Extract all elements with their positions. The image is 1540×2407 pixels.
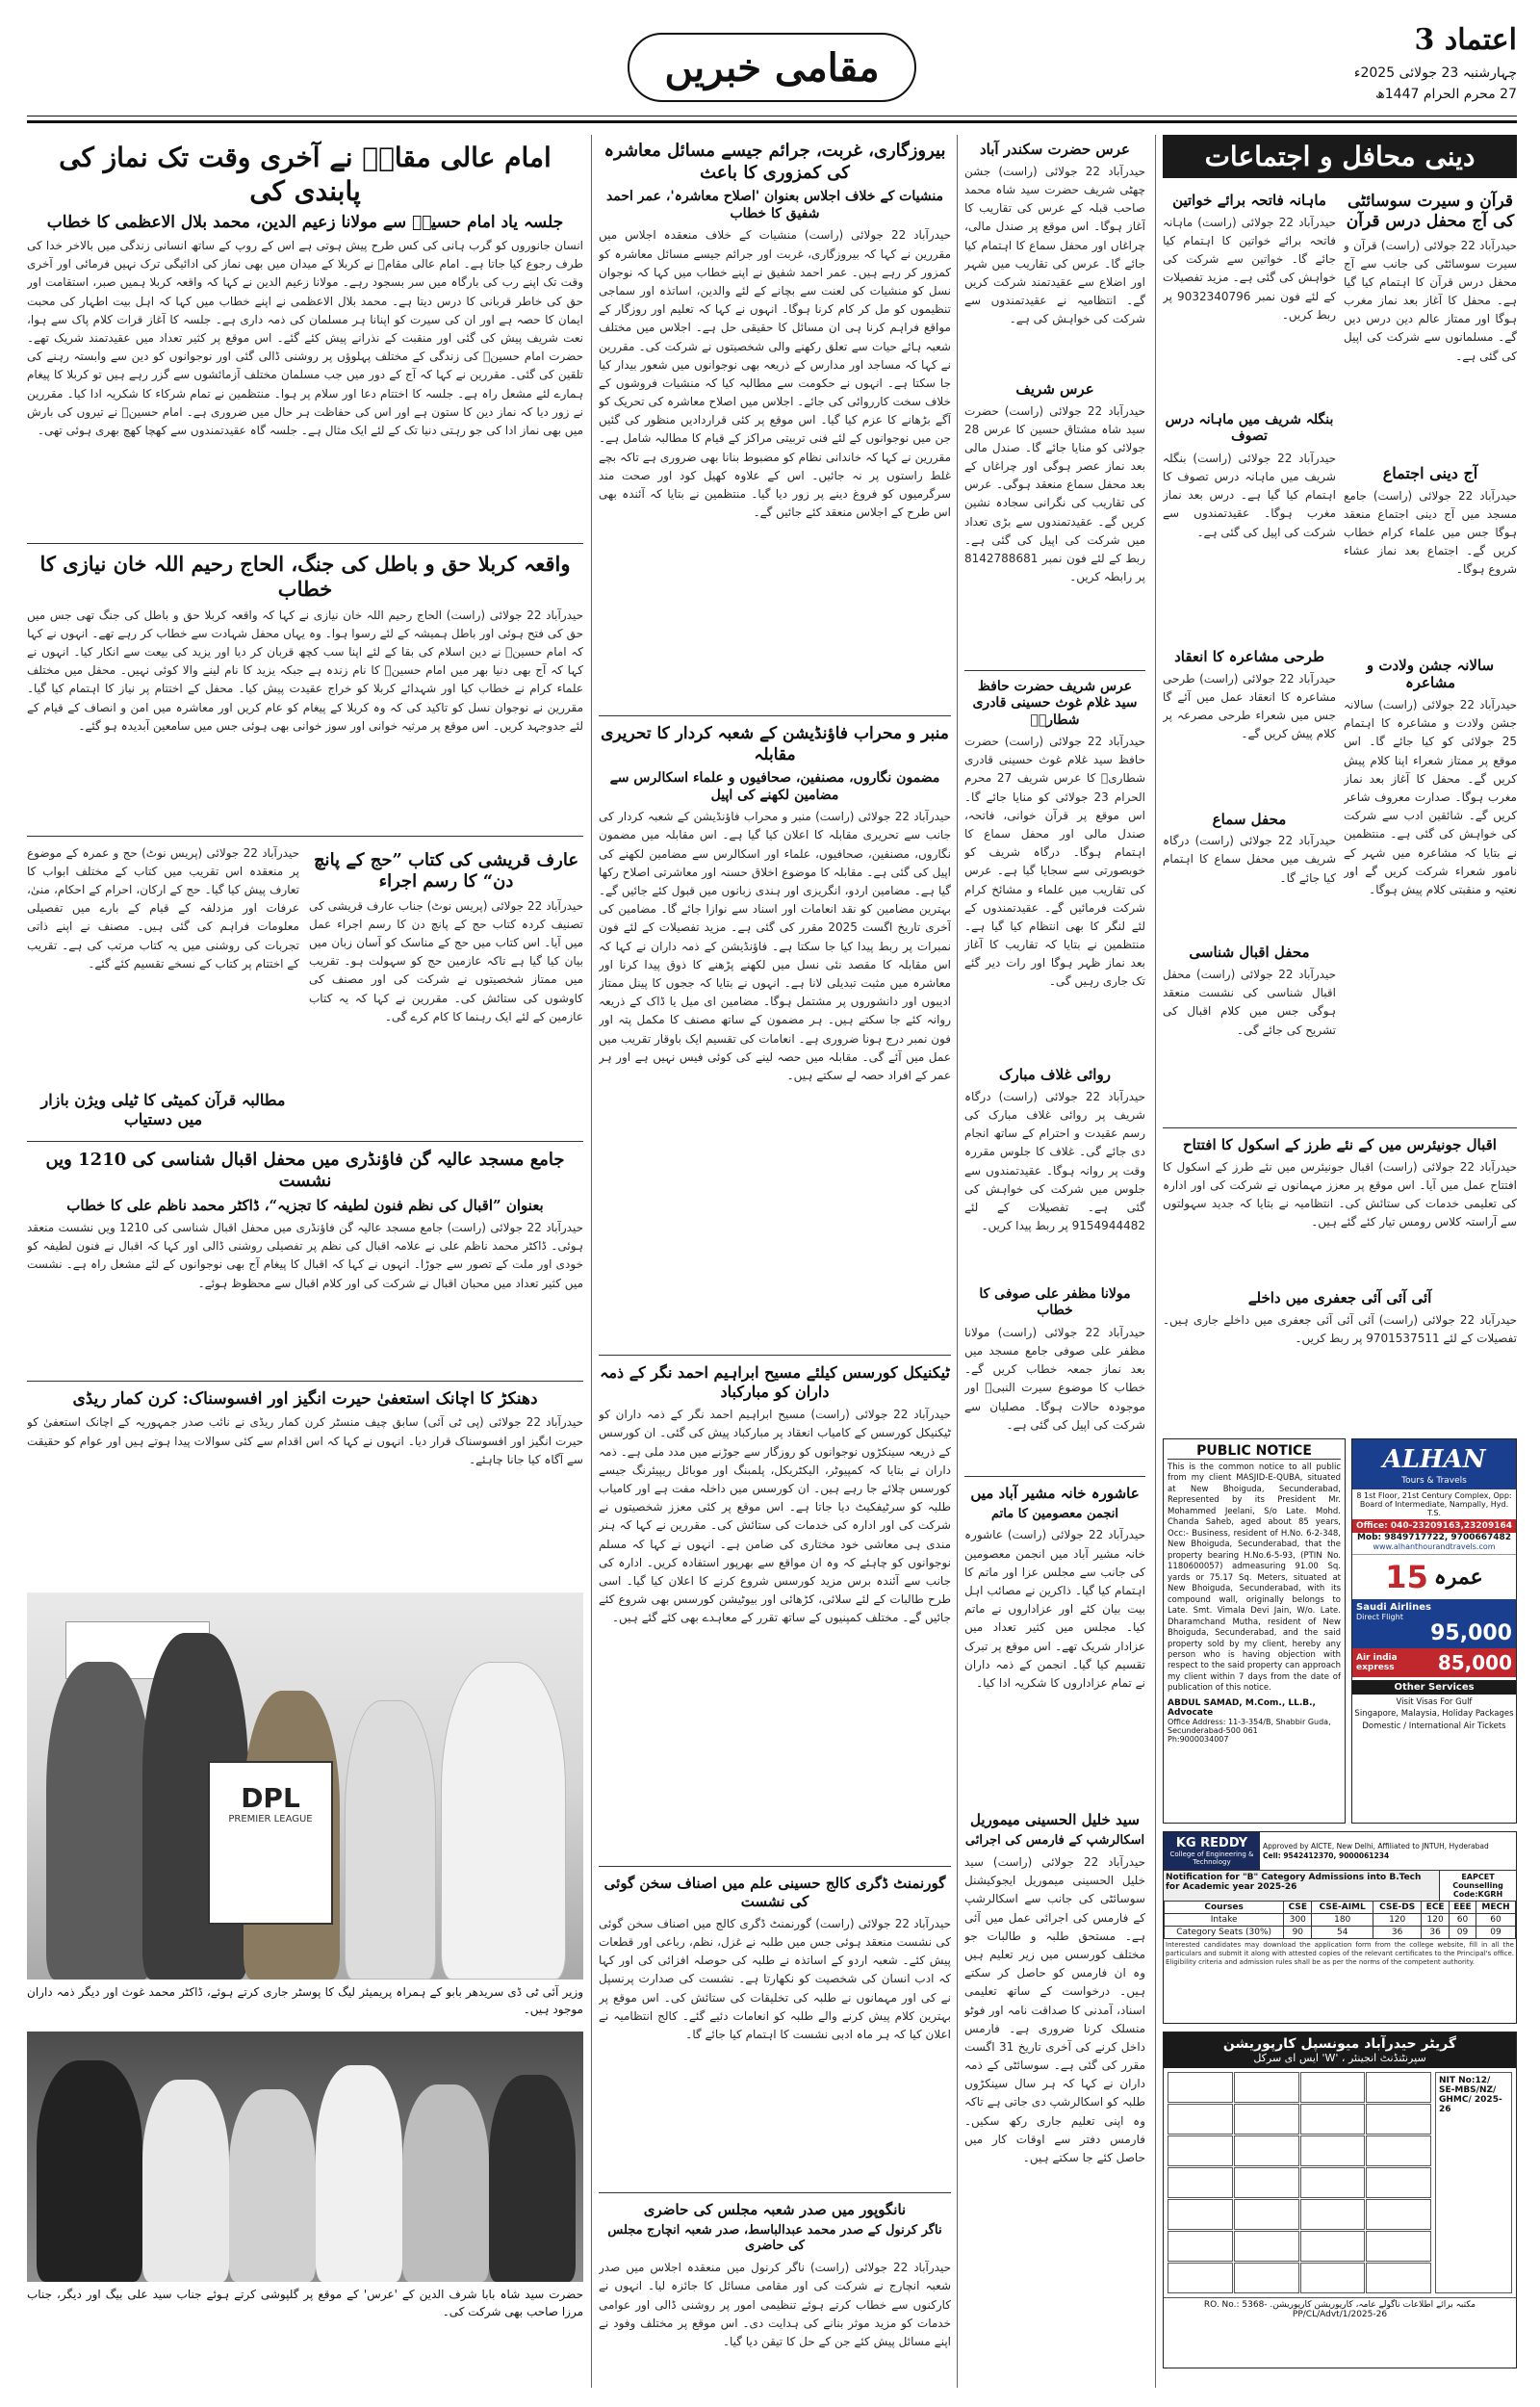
column-1 (27, 135, 583, 1579)
tender-header (1164, 2032, 1516, 2068)
phone-number: 8142788681 (964, 552, 1039, 565)
article-body: حیدرآباد 22 جولائی (راست) اقبال جونیئرس میں نئے طرز کے اسکول کا افتتاح عمل میں آیا۔ اس موقع پر معزز مہمانوں نے شرکت کی اور ادارہ کی تعلیمی خدمات کی ستائش کی۔ انتظامیہ نے بتایا کہ جدید سہولتوں سے آراستہ کلاس رومس تیار کئے گئے ہیں۔ (1163, 1159, 1517, 1229)
kg-seats-table (1164, 1901, 1516, 1939)
article-body: حیدرآباد 22 جولائی (پی ٹی آئی) سابق چیف منسٹر کرن کمار ریڈی نے نائب صدر جمہوریہ کے اچانک استعفیٰ کو حیرت انگیز اور افسوسناک قرار دیا۔ انہوں نے کہا کہ اس اقدام سے کئی سوالات پیدا ہوتے ہیں اور عوام کو حقیقت سے آگاہ کیا جانا چاہئے۔ (27, 1415, 583, 1466)
table-cell: Courses (1165, 1902, 1284, 1914)
event-photo (27, 2032, 583, 2282)
sub-column (309, 844, 583, 1133)
table-cell: 54 (1312, 1927, 1373, 1939)
divider (1163, 1127, 1517, 1128)
notice-phone: Ph:9000034007 (1168, 1734, 1229, 1744)
headline: ٹیکنیکل کورسس کیلئے مسیح ابراہیم احمد نگر کے ذمہ داران کو مبارکباد (600, 1363, 950, 1402)
phone-number: 9701537511 (1366, 1331, 1440, 1345)
table-cell: CSE-AIML (1312, 1902, 1373, 1914)
services-header: Other Services (1352, 1680, 1516, 1695)
column-divider (957, 135, 958, 2388)
person-figure (441, 1662, 566, 1980)
section-title-frame (628, 33, 916, 102)
article-body: حیدرآباد 22 جولائی (راست) ماہانہ فاتحہ برائے خواتین کا اہتمام کیا جائے گا۔ خواتین سے شرکت کی خواہش کی گئی ہے۔ مزید تفصیلات کے لئے فون نمبر 9032340796 پر ربط کریں۔ (1163, 215, 1336, 322)
subheadline: اسکالرشپ کے فارمس کی اجرائی (964, 1833, 1145, 1849)
table-cell: 60 (1449, 1914, 1476, 1927)
table-header-row (1165, 1902, 1516, 1914)
table-cell: 09 (1476, 1927, 1515, 1939)
kg-subtitle: College of Engineering & Technology (1169, 1851, 1254, 1866)
subheadline: ناگر کرنول کے صدر محمد عبدالباسط، صدر شعبہ انچارج مجلس کی حاضری (607, 2222, 942, 2254)
phone-number: 9154944482 (1071, 1219, 1145, 1233)
umrah-label: عمرہ (1433, 1565, 1483, 1590)
phone-number: 9032340796 (1177, 289, 1251, 303)
umrah-days: 15 (1385, 1559, 1428, 1595)
kg-eapcet: EAPCET Counselling Code:KGRH (1439, 1871, 1516, 1901)
newspaper-page (27, 19, 1517, 2388)
headline: واقعہ کربلا حق و باطل کی جنگ، الحاج رحیم اللہ خان نیازی کا خطاب (39, 552, 571, 602)
subheadline: منشیات کے خلاف اجلاس بعنوان 'اصلاح معاشرہ'، عمر احمد شفیق کا خطاب (605, 189, 944, 222)
headline: قرآن و سیرت سوسائٹی کی آج محفل درس قرآن (1346, 192, 1515, 232)
kg-notification-row (1164, 1871, 1516, 1901)
person-figure (489, 2075, 576, 2282)
page-number: اعتماد 3 (1414, 23, 1517, 57)
article-body: حیدرآباد 22 جولائی (راست) آئی آئی آئی جعفری میں داخلے جاری ہیں۔ تفصیلات کے لئے 9701537511 پر ربط کریں۔ (1163, 1312, 1517, 1345)
divider (27, 543, 583, 544)
article-body: حیدرآباد 22 جولائی (راست) حضرت حافظ سید غلام غوث حسینی قادری شطاریؒ کا عرس شریف 27 محرم الحرام 23 جولائی کو منایا جائے گا۔ اس موقع پر قرآن خوانی، فاتحہ، صندل مالی اور محفل سماع کا اہتمام ہوگا۔ درگاہ شریف کو خوبصورتی سے سجایا گیا ہے۔ عرس کی تقاریب میں علماء و مشائخ کرام شرکت فرمائیں گے۔ عقیدتمندوں کے لئے لنگر کا بھی انتظام کیا گیا ہے۔ منتظمین نے بتایا کہ تقاریب کا آغاز بعد نماز ظہر ہوگا اور رات دیر گئے تک جاری رہیں گی۔ (964, 735, 1145, 989)
headline: مطالبہ قرآن کمیٹی کا ٹیلی ویژن بازار میں دستیاب (40, 1090, 286, 1128)
subheadline: انجمن معصومین کا ماتم (991, 1506, 1118, 1521)
alhan-logo: ALHAN (1352, 1439, 1516, 1476)
headline: محفل سماع (1212, 810, 1287, 828)
divider (964, 1476, 1145, 1477)
table-cell: 180 (1312, 1914, 1373, 1927)
article-body: حیدرآباد 22 جولائی (راست) درگاہ شریف میں محفل سماع کا اہتمام کیا جائے گا۔ (1163, 834, 1336, 885)
kg-phone: Cell: 9542412370, 9000061234 (1263, 1851, 1390, 1860)
tender-body (1164, 2068, 1516, 2297)
column-2 (599, 135, 951, 2378)
table-cell: 300 (1284, 1914, 1312, 1927)
sub-column (27, 844, 299, 1133)
kg-fine-print: Interested candidates may download the application form from the college website, fill in all the particulars and submit it along with attested copies of the relevant certificates to the Principal's office. Eligibility criteria and admission rules shall be as per the norms of the competent authority. (1166, 1941, 1514, 1967)
person-figure (316, 2065, 402, 2282)
headline: عرس شریف حضرت حافظ سید غلام غوث حسینی قادری شطاریؒ (972, 678, 1138, 728)
headline: سید خلیل الحسینی میموریل (970, 1811, 1140, 1829)
airline-price: 95,000 (1430, 1621, 1512, 1645)
headline: دھنکڑ کا اچانک استعفیٰ حیرت انگیز اور افسوسناک: کرن کمار ریڈی (72, 1389, 538, 1410)
airline-offer (1352, 1648, 1516, 1677)
headline: روائی غلاف مبارک (999, 1066, 1111, 1083)
article-body: حیدرآباد 22 جولائی (راست) جامع مسجد عالیہ گن فاؤنڈری میں محفل اقبال شناسی کی 1210 ویں نشست منعقد ہوئی۔ ڈاکٹر محمد ناظم علی نے علامہ اقبال کی نظم پر تفصیلی روشنی ڈالی اور کہا کہ اقبال نے فنون لطیفہ کو خودی اور ملت کے تصور سے جوڑا۔ انہوں نے کہا کہ اقبال کا پیغام آج بھی نوجوانوں کے لئے مشعل راہ ہے۔ نشست میں کثیر تعداد میں محبان اقبال نے شرکت کی اور کلام اقبال سے محظوظ ہوئے۔ (27, 1221, 583, 1290)
tender-grid (1168, 2072, 1431, 2293)
public-notice-ad (1163, 1438, 1346, 1824)
article-body: حیدرآباد 22 جولائی (راست) عاشورہ خانہ مشیر آباد میں انجمن معصومین کی جانب سے مجلس عزا اور ماتم کا اہتمام کیا گیا۔ ذاکرین نے مصائب اہل بیت بیان کئے اور عزاداروں نے ماتم کیا۔ مجلس میں کثیر تعداد میں عزادار شریک تھے۔ اس موقع پر تبرک تقسیم کیا گیا۔ انجمن کے ذمہ داران نے تمام عزاداروں کا شکریہ ادا کیا۔ (964, 1528, 1145, 1690)
headline: منبر و محراب فاؤنڈیشن کے شعبہ کردار کا تحریری مقابلہ (601, 724, 949, 764)
section-title: مقامی خبریں (664, 44, 880, 91)
headline: عاشورہ خانہ مشیر آباد میں (970, 1484, 1140, 1502)
services-list (1352, 1695, 1516, 1734)
person-figure (37, 2060, 142, 2282)
divider (599, 1866, 951, 1867)
notice-body: This is the common notice to all public from my client MASJID-E-QUBA, situated at New Bhoiguda, Secunderabad, Represented by its President Mr. Mohammed Jeelani, S/o Late. Mohd. Chanda Saheb, aged about 85 years, Occ:- Business, resident of H.No. 6-2-348, New Bhoiguda, Secunderabad, that the property bearing H.No.6-5-93, (PTIN No. 1180600057) admeasuring 91.00 Sq. yards or 75.17 Sq. Meters, situated at New Bhoiguda, Secunderabad, with its compound wall, originally belongs to Late. Smt. Vimala Devi Jain, W/o. Late. Dharamchand Mutha, resident of New Bhoiguda, Secunderabad, and the said property sold by my client, hereby any person who is having objection with respect to the said property can approach my client within 7 days from the date of publication of this notice. (1168, 1462, 1341, 1694)
masthead (27, 19, 1517, 123)
kg-notification: Notification for "B" Category Admissions into B.Tech for Academic year 2025-26 (1164, 1871, 1439, 1901)
section-banner: دینی محافل و اجتماعات (1163, 135, 1517, 178)
service-item: Singapore, Malaysia, Holiday Packages (1354, 1709, 1514, 1720)
headline: مولانا مظفر علی صوفی کا خطاب (979, 1285, 1131, 1319)
poster-held: DPL PREMIER LEAGUE (208, 1761, 333, 1925)
notice-signature: ABDUL SAMAD, M.Com., LL.B., Advocate (1168, 1697, 1316, 1718)
subheadline: جلسہ یاد امام حسینؓ سے مولانا زعیم الدین، محمد بلال الاعظمی کا خطاب (46, 213, 564, 232)
headline: گورنمنٹ ڈگری کالج حسینی علم میں اصناف سخن گوئی کی نشست (603, 1875, 946, 1910)
article-body: حیدرآباد 22 جولائی (راست) گورنمنٹ ڈگری کالج میں اصناف سخن گوئی کی نشست منعقد ہوئی جس میں طلبہ نے غزل، نظم، رباعی اور قطعات پیش کئے۔ شعبہ اردو کے اساتذہ نے طلبہ کی حوصلہ افزائی کی اور کہا کہ ادب انسان کی شخصیت کو نکھارتا ہے۔ نشست کی صدارت پرنسپل نے کی اور مہمانوں نے طلبہ کی تخلیقات کی ستائش کی۔ اس موقع پر بہترین کلام پیش کرنے والے طلبہ کو انعامات دئیے گئے۔ کالج انتظامیہ نے اعلان کیا کہ ہر ماہ ادبی نشست کا اہتمام کیا جائے گا۔ (599, 1916, 951, 2041)
headline: عارف قریشی کی کتاب ”حج کے پانچ دن“ کا رسم اجراء (313, 849, 579, 893)
airline-name: Saudi Airlines (1356, 1602, 1431, 1613)
table-cell: Category Seats (30%) (1165, 1927, 1284, 1939)
headline: بیروزگاری، غربت، جرائم جیسے مسائل معاشرہ کی کمزوری کا باعث (603, 141, 946, 183)
person-figure (345, 1700, 436, 1980)
hijri-date-line: 27 محرم الحرام 1447ھ (1374, 87, 1517, 102)
person-figure (229, 2089, 316, 2282)
table-row (1165, 1914, 1516, 1927)
airline-price: 85,000 (1437, 1651, 1512, 1674)
headline: ماہانہ فاتحہ برائے خواتین (1172, 192, 1326, 209)
photo-caption: وزیر آئی ٹی ڈی سریدھر بابو کے ہمراہ پریمیئر لیگ کا پوسٹر جاری کرتے ہوئے، ڈاکٹر محمد غوث اور دیگر ذمہ داران موجود ہیں۔ (27, 1985, 583, 2016)
kg-name: KG REDDY (1175, 1836, 1248, 1851)
article-body: حیدرآباد 22 جولائی (راست) الحاج رحیم اللہ خان نیازی نے کہا کہ واقعہ کربلا حق و باطل کی جنگ تھی جس میں حق کی فتح ہوئی اور باطل ہمیشہ کے لئے رسوا ہوا۔ وہ یہاں محفل شہادت سے خطاب کر رہے تھے۔ انہوں نے کہا کہ امام حسینؓ نے دین اسلام کی بقا کے لئے اپنا سب کچھ قربان کر دیا اور یزید کی بیعت سے انکار کیا۔ انہوں نے کہا کہ آج بھی دنیا بھر میں امام حسینؓ کا نام زندہ ہے جبکہ یزید کا نام لینے والا کوئی نہیں۔ محفل میں مختلف علماء کرام نے خطاب کیا اور شہدائے کربلا کو خراج عقیدت پیش کیا۔ محفل کے اختتام پر نیاز کا اہتمام کیا گیا۔ مقررین نے نوجوان نسل کو تاکید کی کہ وہ کربلا کے پیغام کو عام کریں اور معاشرہ میں امن و انصاف کے قیام کے لئے جدوجہد کریں۔ اس موقع پر مرثیہ خوانی اور سوز خوانی بھی ہوئی جس میں سامعین آبدیدہ ہو گئے۔ (27, 608, 583, 733)
airline-sub: Direct Flight (1356, 1613, 1403, 1621)
kg-approved: Approved by AICTE, New Delhi, Affiliated to JNTUH, Hyderabad (1263, 1841, 1489, 1851)
column-3 (964, 135, 1145, 2378)
divider (27, 836, 583, 837)
column-divider (591, 135, 592, 2388)
person-figure (142, 2080, 229, 2282)
person-figure (46, 1662, 152, 1980)
article-body: حیدرآباد 22 جولائی (راست) ناگر کرنول میں منعقدہ اجلاس میں صدر شعبہ انچارج نے شرکت کی اور مقامی مسائل کا جائزہ لیا۔ انہوں نے کارکنوں سے خطاب کرتے ہوئے تنظیمی امور پر روشنی ڈالی اور عوامی خدمات کو مزید موثر بنانے کی ہدایت دی۔ اس موقع پر مختلف وفود نے اپنے مسائل پیش کئے جن کے حل کا تیقن دیا گیا۔ (599, 2261, 951, 2349)
headline: جامع مسجد عالیہ گن فاؤنڈری میں محفل اقبال شناسی کی 1210 ویں نشست (45, 1149, 565, 1192)
divider (599, 1355, 951, 1356)
tender-nit-number: NIT No:12/ SE-MBS/NZ/ GHMC/ 2025-26 (1435, 2072, 1512, 2293)
article-body: حیدرآباد 22 جولائی (راست) سالانہ جشن ولادت و مشاعرہ کا اہتمام 25 جولائی کو کیا جائے گا۔ اس موقع پر ممتاز شعراء اپنا کلام پیش کریں گے۔ محفل کا آغاز بعد نماز مغرب ہوگا۔ صدارت معروف شاعر کریں گے۔ شائقین ادب سے شرکت کی خواہش کی گئی ہے۔ منتظمین نے بتایا کہ مشاعرہ میں شہر کے نامور شعراء شرکت کریں گے اور نعتیہ و منقبتی کلام پیش ہوگا۔ (1344, 698, 1517, 896)
divider (964, 670, 1145, 671)
divider (27, 1141, 583, 1142)
table-cell: 36 (1422, 1927, 1450, 1939)
photo-caption: حضرت سید شاہ بابا شرف الدین کے 'عرس' کے موقع پر گلپوشی کرتے ہوئے جناب سید علی بیگ اور دیگر، جناب مرزا صاحب بھی شرکت کی۔ (27, 2288, 583, 2318)
column-4 (1163, 135, 1517, 1425)
divider (27, 1381, 583, 1382)
headline: عرس شریف (1015, 379, 1094, 398)
subheadline: مضمون نگاروں، مصنفین، صحافیوں و علماء اسکالرس سے مضامین لکھنے کی اپیل (609, 769, 940, 804)
umrah-package (1352, 1554, 1516, 1599)
article-body: حیدرآباد 22 جولائی (راست) قرآن و سیرت سوسائٹی کی جانب سے آج محفل درس قرآن کا اہتمام کیا گیا ہے۔ محفل کا آغاز بعد نماز مغرب ہوگا اور ممتاز عالم دین درس دیں گے۔ مسلمانوں سے شرکت کی اپیل کی گئی ہے۔ (1344, 238, 1517, 363)
headline: آئی آئی آئی جعفری میں داخلے (1247, 1288, 1432, 1307)
split-row (1163, 186, 1517, 1120)
alhan-tagline: Tours & Travels (1352, 1476, 1516, 1489)
table-cell: 90 (1284, 1927, 1312, 1939)
table-cell: 36 (1373, 1927, 1421, 1939)
divider (599, 715, 951, 716)
alhan-phone: Office: 040-23209163,23209164 (1352, 1519, 1516, 1533)
article-body: حیدرآباد 22 جولائی (راست) منشیات کے خلاف منعقدہ اجلاس میں مقررین نے کہا کہ بیروزگاری، غربت اور جرائم جیسے مسائل معاشرہ کو کمزور کر رہے ہیں۔ عمر احمد شفیق نے اپنے خطاب میں کہا کہ نوجوان نسل کو منشیات کی لعنت سے بچانے کے لئے والدین، اساتذہ اور سماجی تنظیموں کو مل کر کام کرنا ہوگا۔ انہوں نے کہا کہ تعلیم اور روزگار کے مواقع فراہم کرنا ہی ان مسائل کا حقیقی حل ہے۔ اجلاس میں مختلف شعبہ ہائے حیات سے تعلق رکھنے والی شخصیتوں نے شرکت کی۔ مقررین نے کہا کہ مساجد اور مدارس کے ذریعہ بھی نوجوانوں میں شعور بیدار کیا جا سکتا ہے۔ انہوں نے حکومت سے مطالبہ کیا کہ منشیات فروشوں کے خلاف سخت کارروائی کی جائے۔ اجلاس میں اصلاح معاشرہ کی تحریک کو آگے بڑھانے کا عزم کیا گیا۔ اس موقع پر کئی قراردادیں منظور کی گئیں جن میں نوجوانوں کے لئے فنی تربیتی مراکز کے قیام کا مطالبہ شامل ہے۔ مقررین نے کہا کہ خاندانی نظام کو مضبوط بنانا بھی ضروری ہے تاکہ بچے غلط راستوں پر نہ جائیں۔ اس کے علاوہ کھیل کود اور صحت مند سرگرمیوں کو فروغ دینے پر زور دیا گیا۔ منتظمین نے بتایا کہ آئندہ بھی اس طرح کے اجلاس منعقد کئے جائیں گے۔ (599, 228, 951, 520)
table-cell: MECH (1476, 1902, 1515, 1914)
table-cell: 120 (1422, 1914, 1450, 1927)
headline: امام عالی مقامؓ نے آخری وقت تک نماز کی پابندی کی (59, 142, 552, 207)
table-cell: 60 (1476, 1914, 1515, 1927)
notice-title: PUBLIC NOTICE (1168, 1443, 1341, 1460)
article-body: حیدرآباد 22 جولائی (راست) درگاہ شریف پر روائی غلاف مبارک کی رسم عقیدت و احترام کے ساتھ انجام دی جائے گی۔ غلاف کا جلوس مقررہ وقت پر روانہ ہوگا۔ عقیدتمندوں سے جلوس میں شرکت کی خواہش کی گئی ہے۔ تفصیلات کے لئے 9154944482 پر ربط پیدا کریں۔ (964, 1089, 1145, 1233)
table-cell: CSE-DS (1373, 1902, 1421, 1914)
divider (599, 2192, 951, 2193)
alhan-website: www.alhanthourandtravels.com (1373, 1542, 1496, 1551)
subheadline: بعنوان ”اقبال کی نظم فنون لطیفہ کا تجزیہ“، ڈاکٹر محمد ناظم علی کا خطاب (66, 1196, 544, 1214)
article-body: حیدرآباد 22 جولائی (راست) منبر و محراب فاؤنڈیشن کے شعبہ کردار کی جانب سے تحریری مقابلہ کا اعلان کیا گیا ہے۔ اس مقابلہ میں مضمون نگاروں، مصنفین، صحافیوں، علماء اور اسکالرس سے مضامین لکھنے کی اپیل کی گئی ہے۔ مقابلہ کا موضوع اخلاق حسنہ اور معاشرتی اصلاح رکھا گیا ہے۔ مضامین اردو، انگریزی اور ہندی زبانوں میں قبول کئے جائیں گے۔ بہترین مضامین کو نقد انعامات اور اسناد سے نوازا جائے گا۔ مضامین کی آخری تاریخ اگست 2025 مقرر کی گئی ہے۔ مزید تفصیلات کے لئے فون نمبرات پر ربط پیدا کیا جا سکتا ہے۔ فاؤنڈیشن کے ذمہ داران نے کہا کہ اس مقابلہ کا مقصد نئی نسل میں لکھنے پڑھنے کا ذوق پیدا کرنا اور معاشرہ میں مثبت تبدیلی لانا ہے۔ انہوں نے بتایا کہ ججوں کا پینل ممتاز ادیبوں اور دانشوروں پر مشتمل ہوگا۔ مضامین ای میل یا ڈاک کے ذریعہ روانہ کئے جا سکتے ہیں۔ ہر مضمون کے ساتھ مصنف کا مکمل پتہ اور فون نمبر درج ہونا ضروری ہے۔ انعامات کی تقسیم ایک باوقار تقریب میں عمل میں آئے گی۔ مقابلہ میں حصہ لینے کی کوئی فیس نہیں ہے اور ہر عمر کے افراد حصہ لے سکتے ہیں۔ (599, 810, 951, 1082)
headline: سالانہ جشن ولادت و مشاعرہ (1366, 656, 1495, 692)
kg-header (1164, 1832, 1516, 1871)
sub-column (1344, 186, 1517, 1120)
service-item: Domestic / International Air Tickets (1362, 1721, 1506, 1731)
alhan-mobile: Mob: 9849717722, 9700667482 (1356, 1533, 1512, 1542)
tender-title: گریٹر حیدرآباد میونسپل کارپوریشن (1222, 2036, 1457, 2052)
headline: طرحی مشاعرہ کا انعقاد (1174, 647, 1324, 665)
article-body: حیدرآباد 22 جولائی (راست) بنگلہ شریف میں ماہانہ درس تصوف کا اہتمام کیا گیا ہے۔ درس بعد نماز مغرب ہوگا۔ عقیدتمندوں سے شرکت کی اپیل کی گئی ہے۔ (1163, 451, 1336, 539)
article-body: حیدرآباد 22 جولائی (پریس نوٹ) جناب عارف قریشی کی تصنیف کردہ کتاب حج کے پانچ دن کا رسم اجراء عمل میں آیا۔ اس کتاب میں حج کے مناسک کو آسان زبان میں بیان کیا گیا ہے تاکہ عازمین حج کو سہولت ہو۔ تقریب میں ممتاز شخصیتوں نے شرکت کی اور مصنف کی کاوشوں کی ستائش کی۔ مقررین نے کہا کہ یہ کتاب عازمین کے لئے ایک رہنما کا کام کرے گی۔ (309, 898, 583, 1023)
article-body: حیدرآباد 22 جولائی (پریس نوٹ) حج و عمرہ کے موضوع پر منعقدہ اس تقریب میں کتاب کے مختلف ابواب کا تعارف پیش کیا گیا۔ حج کے ارکان، احرام کے احکام، منیٰ، عرفات اور مزدلفہ کے قیام کے بارے میں تفصیلی معلومات فراہم کی گئی ہیں۔ مصنف نے اپنے ذاتی تجربات کی روشنی میں یہ کتاب مرتب کی ہے۔ تقریب کے اختتام پر کتاب کے نسخے تقسیم کئے گئے۔ (27, 845, 299, 971)
kg-reddy-college-ad (1163, 1831, 1517, 2024)
table-cell: CSE (1284, 1902, 1312, 1914)
tender-footer: مکتبہ برائے اطلاعات ناگولے عامہ، کارپوریشن کارپوریشن. RO. No.: 5368-PP/CL/Advt/1/2025-26 (1164, 2297, 1516, 2321)
ghmc-tender-ad (1163, 2032, 1517, 2368)
column-divider (1155, 135, 1156, 2388)
table-cell: 120 (1373, 1914, 1421, 1927)
airline-offer (1352, 1599, 1516, 1648)
headline: محفل اقبال شناسی (1189, 944, 1310, 962)
alhan-travels-ad (1351, 1438, 1517, 1824)
headline: بنگلہ شریف میں ماہانہ درس تصوف (1165, 411, 1334, 445)
tender-subtitle: سپرنٹنڈنٹ انجینئر ، 'W' ایس ای سرکل (1253, 2052, 1426, 2064)
table-cell: Intake (1165, 1914, 1284, 1927)
article-body: حیدرآباد 22 جولائی (راست) مولانا مظفر علی صوفی جامع مسجد میں بعد نماز جمعہ خطاب کریں گے۔ خطاب کا موضوع سیرت النبیؐ اور موجودہ حالات ہوگا۔ مصلیان سے شرکت کی اپیل کی گئی ہے۔ (964, 1325, 1145, 1432)
service-item: Visit Visas For Gulf (1396, 1697, 1473, 1707)
article-body: حیدرآباد 22 جولائی (راست) محفل اقبال شناسی کی نشست منعقد ہوگی جس میں کلام اقبال کی تشریح کی جائے گی۔ (1163, 968, 1336, 1037)
person-figure (402, 2084, 489, 2282)
article-body: انسان جانوروں کو گرب ہانی کی کس طرح پیش ہوتی ہے اس کے روپ کے ساتھ انسانی زندگی میں بالاخر خدا کی طرف رجوع کیا جاتا ہے۔ امام عالی مقامؓ نے کربلا کے میدان میں بھی نماز کی ادائیگی ترک نہیں فرمائی اور آخری وقت تک اپنے رب کی بارگاہ میں سر بسجود رہے۔ مولانا زعیم الدین نے کہا کہ واقعہ کربلا ہمیں صبر، استقامت اور حق کی خاطر قربانی کا درس دیتا ہے۔ محمد بلال الاعظمی نے اپنے خطاب میں کہا کہ اہل بیت اطہار کی محبت ایمان کا حصہ ہے اور ان کی سیرت کو اپنانا ہر مسلمان کی ذمہ داری ہے۔ جلسہ کا آغاز قرات کلام پاک سے ہوا، نعت شریف پیش کی گئی اور منقبت کے نذرانے پیش کئے گئے۔ اس موقع پر کثیر تعداد میں عقیدتمند شریک تھے۔ حضرت امام حسینؓ کی زندگی کے مختلف پہلوؤں پر روشنی ڈالی گئی اور نوجوانوں کو دین سے وابستہ رہنے کی تلقین کی گئی۔ مقررین نے کہا کہ آج کے دور میں جب مسلمان مختلف آزمائشوں سے گزر رہے ہیں تو کربلا کا پیغام ہمارے لئے مشعل راہ ہے۔ جلسہ کا اختتام دعا اور سلام پر ہوا۔ منتظمین نے تمام شرکاء کا شکریہ ادا کیا۔ مقررین نے زور دیا کہ نماز دین کا ستون ہے اور اس کی حفاظت ہر حال میں ضروری ہے۔ امام حسینؓ نے تیروں کی بارش میں بھی نماز ادا کی جو رہتی دنیا تک کے لئے ایک مثال ہے۔ جلسہ گاہ عقیدتمندوں سے کھچا کھچ بھری ہوئی تھی۔ (27, 239, 583, 437)
alhan-address: 8 1st Floor, 21st Century Complex, Opp: Board of Intermediate, Nampally, Hyd. T.S. (1356, 1491, 1512, 1517)
article-body: حیدرآباد 22 جولائی (راست) حضرت سید شاہ مشتاق حسین کا عرس 28 جولائی کو منایا جائے گا۔ صندل مالی بعد نماز عصر ہوگی اور چراغاں کے بعد محفل سماع منعقد ہوگی۔ عرس کی تقاریب کی نگرانی سجادہ نشین کریں گے۔ عقیدتمندوں سے بڑی تعداد میں شرکت کی اپیل کی گئی ہے۔ ربط کے لئے فون نمبر 8142788681 پر رابطہ کریں۔ (964, 403, 1145, 584)
event-photo (27, 1592, 583, 1980)
kg-logo (1164, 1832, 1260, 1870)
table-cell: 09 (1449, 1927, 1476, 1939)
headline: آج دینی اجتماع (1382, 463, 1478, 482)
headline: اقبال جونیئرس میں کے نئے طرز کے اسکول کا افتتاح (1183, 1136, 1497, 1153)
date-line: چہارشنبہ 23 جولائی 2025ء (1353, 65, 1517, 81)
sub-column (1163, 186, 1336, 1120)
table-row (1165, 1927, 1516, 1939)
article-body: حیدرآباد 22 جولائی (راست) مسیح ابراہیم احمد نگر کے ذمہ داران کو ٹیکنیکل کورسس کے کامیاب انعقاد پر مبارکباد پیش کی گئی۔ ان کورسس کے ذریعہ سینکڑوں نوجوانوں کو روزگار سے جوڑنے میں مدد ملی ہے۔ ذمہ داران نے بتایا کہ کمپیوٹر، الیکٹریکل، پلمبنگ اور موبائل ریپیئرنگ جیسے کورسس چلائے جا رہے ہیں۔ ان کورسس میں داخلہ مفت ہے اور کامیاب طلبہ کو سرٹیفکیٹ دیا جاتا ہے۔ اس موقع پر کئی معزز شخصیتوں نے شرکت کی اور ادارہ کی خدمات کی ستائش کی۔ مقررین نے کہا کہ ہنر مندی ہی معاشی خود مختاری کی ضامن ہے۔ انہوں نے کہا کہ مسلم نوجوانوں کو چاہئے کہ وہ ان مواقع سے بھرپور استفادہ کریں۔ ادارہ کی جانب سے آئندہ برس مزید کورسس شروع کرنے کا اعلان کیا گیا۔ اسی طرح طالبات کے لئے سلائی، کڑھائی اور بیوٹیشن کورسس بھی شروع کئے جائیں گے۔ مختلف کمپنیوں کے ساتھ تقرر کے معاہدے بھی کئے گئے ہیں۔ (599, 1408, 951, 1625)
article-body: حیدرآباد 22 جولائی (راست) جشن چھٹی شریف حضرت سید شاہ محمد صاحب قبلہ کے عرس کی تقاریب کا آغاز ہوگا۔ اس موقع پر صندل مالی، چراغاں اور محفل سماع کا اہتمام کیا جائے گا۔ عرس کی تقاریب میں شہر اور اضلاع سے عقیدتمند شرکت کریں گے۔ انتظامیہ نے عقیدتمندوں سے شرکت کی خواہش کی ہے۔ (964, 164, 1145, 326)
article-body: حیدرآباد 22 جولائی (راست) سید خلیل الحسینی میموریل ایجوکیشنل سوسائٹی کی جانب سے اسکالرشپ کے فارمس کی اجرائی عمل میں آئی ہے۔ مستحق طلبہ و طالبات جو مختلف کورسس میں زیر تعلیم ہیں وہ ان فارمس کو حاصل کر سکتے ہیں۔ درخواست کے ساتھ تعلیمی اسناد، آمدنی کا صداقت نامہ اور فوٹو منسلک کرنا ضروری ہے۔ فارمس داخل کرنے کی آخری تاریخ 31 اگست مقرر کی گئی ہے۔ سوسائٹی کے ذمہ داران نے کہا کہ ہر سال سینکڑوں طلبہ کو اسکالرشپ دی جاتی ہے تاکہ وہ اپنی تعلیم جاری رکھ سکیں۔ فارمس دفتر سے اوقات کار میں حاصل کئے جا سکتے ہیں۔ (964, 1855, 1145, 2165)
kg-approval (1260, 1839, 1516, 1864)
headline: نانگوپور میں صدر شعبہ مجلس کی حاضری (643, 2200, 907, 2218)
headline: عرس حضرت سکندر آباد (980, 141, 1130, 158)
table-cell: ECE (1422, 1902, 1450, 1914)
split-row (27, 844, 583, 1133)
notice-office: Office Address: 11-3-354/B, Shabbir Guda, Secunderabad-500 061 (1168, 1717, 1331, 1735)
airline-name: Air india express (1356, 1653, 1398, 1672)
table-cell: EEE (1449, 1902, 1476, 1914)
article-body: حیدرآباد 22 جولائی (راست) طرحی مشاعرہ کا انعقاد عمل میں آئے گا جس میں شعراء طرحی مصرعہ پر کلام پیش کریں گے۔ (1163, 671, 1336, 741)
article-body: حیدرآباد 22 جولائی (راست) جامع مسجد میں آج دینی اجتماع منعقد ہوگا جس میں علماء کرام خطاب کریں گے۔ اجتماع بعد نماز عشاء شروع ہوگا۔ (1344, 488, 1517, 577)
